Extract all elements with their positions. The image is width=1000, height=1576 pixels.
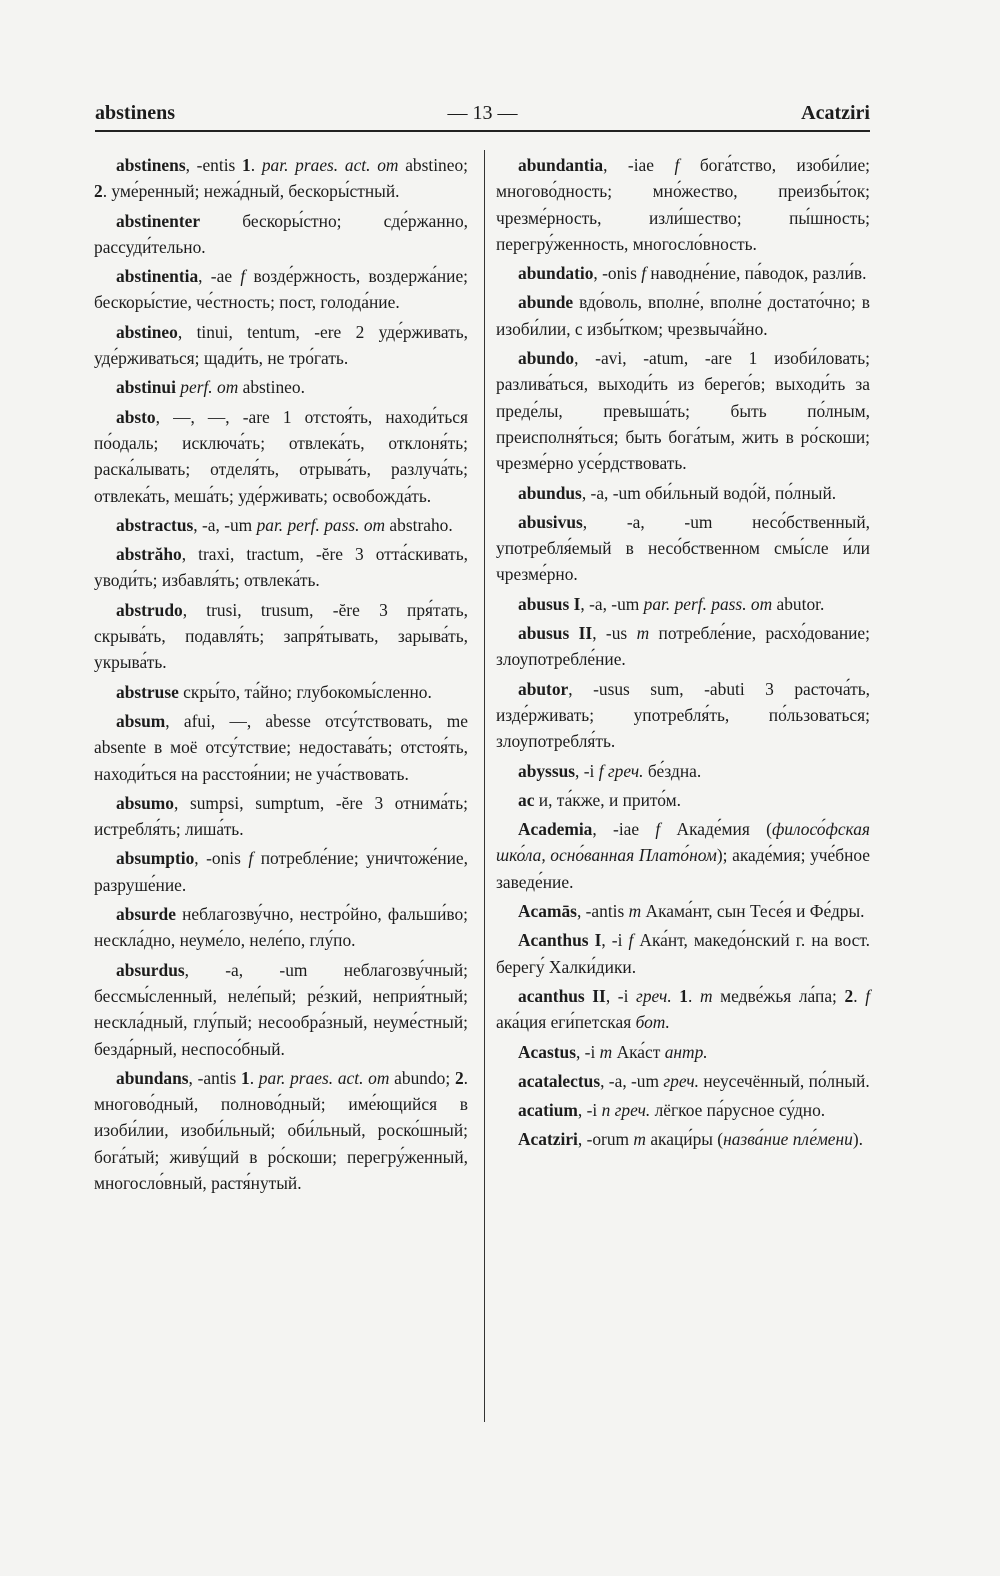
grammar-note: f: [865, 985, 871, 1006]
definition-text: скры́то, та́йно; глубокомы́сленно.: [178, 681, 432, 702]
column-divider: [484, 150, 485, 1422]
headword: ac: [518, 789, 535, 810]
grammar-note: f греч.: [598, 760, 644, 781]
grammar-note: m: [636, 623, 650, 644]
definition-text: . многово́дный, полново́дный; име́ющийся в изоби́лии, изоби́льный; оби́льный, роско́шный; бога́тый; живу́щий в ро́скоши; перегру́женный, многосло́вный, растя́нутый.: [94, 1067, 468, 1193]
definition-text: , -entis: [185, 155, 243, 175]
dictionary-entry: [496, 152, 870, 257]
grammar-note: f: [641, 263, 647, 284]
definition-text: , -i: [575, 1041, 600, 1062]
headword: abusus II: [518, 623, 593, 644]
dictionary-entry: [496, 480, 870, 506]
dictionary-entry: [94, 901, 468, 954]
definition-text: ); акаде́мия; уче́бное заведе́ние.: [496, 845, 871, 892]
grammar-note: f: [628, 930, 634, 951]
headword: abusivus: [518, 511, 583, 532]
definition-text: и, та́кже, и прито́м.: [534, 789, 682, 810]
dictionary-entry: [496, 591, 870, 617]
definition-text: , trusi, trusum, -ĕre 3 пря́тать, скрыва́ть, подавля́ть; запря́тывать, зарыва́ть, укрыва́ть.: [94, 599, 468, 673]
dictionary-entry: [496, 898, 870, 924]
definition-text: неусечённый, по́лный.: [699, 1070, 870, 1091]
headword: abstrăho: [116, 544, 182, 565]
dictionary-entry: [94, 374, 468, 400]
sense-number: 2: [844, 985, 854, 1006]
dictionary-entry: [496, 1126, 870, 1152]
dictionary-entry: [496, 787, 870, 813]
headword: abutor: [518, 678, 569, 699]
definition-text: abundo;: [389, 1067, 455, 1088]
dictionary-entry: [496, 758, 870, 784]
headword: abunde: [518, 292, 574, 313]
definition-text: Акаде́мия (: [660, 819, 772, 840]
grammar-note: антр.: [664, 1041, 708, 1062]
grammar-note: par. perf. pass. от: [256, 514, 386, 535]
headword: abundus: [518, 482, 582, 503]
definition-text: , -a, -um: [600, 1070, 664, 1091]
dictionary-entry: [496, 816, 870, 895]
definition-text: бе́здна.: [643, 760, 702, 781]
definition-text: , -iae: [592, 819, 656, 840]
definition-text: , traxi, tractum, -ĕre 3 отта́скивать, уводи́ть; избавля́ть; отвлека́ть.: [94, 544, 468, 591]
dictionary-entry: [496, 1068, 870, 1094]
dictionary-entry: [94, 597, 468, 676]
grammar-note: m: [599, 1041, 613, 1062]
headword: Acamās: [518, 901, 577, 922]
dictionary-entry: [496, 927, 870, 980]
definition-text: Акама́нт, сын Тесе́я и Фе́дры.: [641, 901, 865, 922]
definition-text: бога́тство, изоби́лие; многово́дность; мно́жество, преизбы́ток; чрезме́рность, изли́шество; пы́шность; перегру́женность, многосло́вность.: [496, 155, 870, 254]
grammar-note: perf. от: [180, 377, 239, 398]
dictionary-entry: [496, 289, 870, 342]
sense-number: 2: [454, 1067, 464, 1088]
grammar-note: греч.: [636, 985, 672, 1006]
definition-text: ака́ция еги́петская: [496, 1012, 636, 1033]
header-first-word: abstinens: [95, 102, 176, 124]
headword: abstineo: [116, 321, 178, 342]
headword: acanthus II: [518, 985, 606, 1006]
headword: abstruse: [116, 681, 179, 702]
left-column: [94, 152, 468, 1199]
dictionary-entry: [496, 260, 870, 286]
grammar-note: бот.: [635, 1012, 670, 1033]
definition-text: , -a, -um: [580, 593, 644, 614]
right-column: [496, 152, 870, 1156]
dictionary-entry: [94, 1065, 468, 1196]
grammar-note: f: [240, 266, 246, 287]
definition-text: Ака́ст: [612, 1041, 665, 1062]
headword: absumo: [116, 792, 174, 813]
headword: absumptio: [116, 848, 195, 869]
dictionary-entry: [496, 676, 870, 755]
definition-text: abstineo.: [238, 377, 305, 398]
grammar-note: греч.: [663, 1070, 699, 1091]
definition-text: , -orum: [577, 1129, 634, 1150]
definition-text: , -i: [601, 930, 629, 951]
dictionary-entry: [94, 263, 468, 316]
definition-text: .: [249, 1067, 259, 1088]
running-header: [95, 102, 870, 132]
definition-text: , -avi, -atum, -are 1 изоби́ловать; разлива́ться, выходи́ть из берего́в; выходи́ть за преде́лы, превыша́ть; быть по́лным, преисполня́ться; быть бога́тым, жить в ро́скоши; чрезме́рно усе́рдствовать.: [496, 348, 870, 474]
definition-text: потребле́ние; уничтоже́ние, разруше́ние.: [94, 848, 469, 895]
headword: abstrudo: [116, 599, 183, 620]
definition-text: , -a, -um несо́бственный, употребля́емый в несо́бственном смы́сле и́ли чрезме́рно.: [496, 511, 870, 585]
definition-text: неблагозву́чно, нестро́йно, фальши́во; нескла́дно, неуме́ло, неле́по, глу́по.: [94, 904, 469, 951]
definition-text: , tinui, tentum, -ere 2 уде́рживать, уде́рживаться; щади́ть, не тро́гать.: [94, 321, 468, 369]
dictionary-entry: [94, 708, 468, 787]
definition-text: , -i: [577, 1100, 602, 1121]
headword: abstinens: [116, 155, 186, 175]
grammar-note: f: [655, 819, 661, 840]
definition-text: , -onis: [194, 848, 249, 869]
grammar-note: назва́ние пле́мени: [723, 1129, 853, 1150]
definition-text: , -antis: [576, 901, 629, 922]
grammar-note: par. perf. pass. от: [643, 593, 773, 614]
headword: absurde: [116, 904, 176, 925]
headword: abyssus: [518, 760, 576, 781]
definition-text: , -a, -um: [193, 514, 257, 535]
headword: Academia: [518, 819, 593, 840]
definition-text: , -a, -um оби́льный водо́й, по́лный.: [581, 482, 837, 503]
definition-text: потребле́ние, расхо́дование; злоупотребле́ние.: [496, 623, 870, 670]
sense-number: 1: [241, 1067, 250, 1088]
definition-text: , -antis: [188, 1067, 241, 1088]
dictionary-entry: [496, 1097, 870, 1123]
headword: Acastus: [518, 1041, 576, 1062]
definition-text: медве́жья ла́па;: [712, 985, 845, 1006]
headword: abstinenter: [116, 210, 201, 231]
header-last-word: Acatziri: [801, 102, 870, 124]
definition-text: .: [853, 985, 866, 1006]
definition-text: .: [250, 155, 262, 175]
grammar-note: m: [699, 985, 713, 1006]
headword: acatalectus: [518, 1070, 601, 1091]
definition-text: , -iae: [603, 155, 675, 175]
dictionary-entry: [496, 345, 870, 476]
dictionary-entry: [94, 845, 468, 898]
definition-text: . уме́ренный; нежа́дный, бескоры́стный.: [102, 181, 400, 202]
headword: abundo: [518, 348, 575, 369]
definition-text: лёгкое па́русное су́дно.: [650, 1100, 826, 1121]
definition-text: ).: [852, 1129, 863, 1150]
definition-text: бескоры́стно; сде́ржанно, рассуди́тельно.: [94, 210, 468, 257]
definition-text: акаци́ры (: [645, 1129, 724, 1150]
definition-text: abstraho.: [385, 514, 453, 535]
sense-number: 2: [94, 181, 103, 202]
dictionary-entry: [94, 679, 468, 705]
headword: abundantia: [518, 155, 604, 175]
definition-text: , sumpsi, sumptum, -ĕre 3 отнима́ть; истребля́ть; лиша́ть.: [94, 792, 468, 840]
definition-text: , -usus sum, -abuti 3 расточа́ть, изде́рживать; употребля́ть, по́льзоваться; злоупотребля́ть.: [496, 678, 870, 752]
definition-text: Ака́нт, македо́нский г. на вост. берегу́ Халки́дики.: [496, 930, 870, 977]
dictionary-entry: [94, 152, 468, 205]
headword: absto: [116, 406, 156, 427]
definition-text: abstineo;: [398, 155, 468, 175]
sense-number: 1: [242, 155, 251, 175]
sense-number: 1: [679, 985, 688, 1006]
grammar-note: m: [628, 901, 642, 922]
dictionary-entry: [496, 983, 870, 1036]
headword: Acanthus I: [518, 930, 602, 951]
grammar-note: par. praes. act. от: [261, 155, 399, 175]
headword: Acatziri: [518, 1129, 578, 1150]
headword: absum: [116, 710, 166, 731]
definition-text: возде́ржность, воздержа́ние; бескоры́стие, че́стность; пост, голода́ние.: [94, 266, 468, 313]
dictionary-entry: [496, 620, 870, 673]
definition-text: , -ae: [198, 266, 241, 287]
headword: acatium: [518, 1100, 578, 1121]
grammar-note: f: [674, 155, 680, 175]
dictionary-entry: [496, 509, 870, 588]
definition-text: вдо́воль, вполне́, вполне́ достато́чно; в изоби́лии, с избы́тком; чрезвыча́йно.: [496, 292, 870, 339]
definition-text: , -i: [575, 760, 599, 781]
headword: abstinui: [116, 377, 176, 398]
grammar-note: par. praes. act. от: [258, 1067, 390, 1088]
definition-text: , afui, —, abesse отсу́тствовать, me absente в моё отсу́тствие; недостава́ть; отстоя́ть, находи́ться на расстоя́нии; не уча́ствовать.: [94, 710, 468, 784]
definition-text: .: [688, 985, 700, 1006]
headword: abusus I: [518, 593, 581, 614]
definition-text: , -onis: [593, 263, 642, 284]
dictionary-entry: [496, 1039, 870, 1065]
headword: abstinentia: [116, 266, 199, 287]
grammar-note: n греч.: [601, 1100, 651, 1121]
headword: absurdus: [116, 959, 185, 980]
dictionary-entry: [94, 790, 468, 843]
definition-text: , -a, -um неблагозву́чный; бессмы́сленный, неле́пый; ре́зкий, неприя́тный; нескла́дный, глу́пый; несообра́зный, неуме́стный; безда́рный, неспосо́бный.: [94, 959, 468, 1059]
dictionary-entry: [94, 957, 468, 1062]
definition-text: , —, —, -are 1 отстоя́ть, находи́ться по́одаль; исключа́ть; отвлека́ть, отклоня́ть; раска́лывать; отделя́ть, отрыва́ть, разлуча́ть; отвлека́ть, меша́ть; уде́рживать; освобожда́ть.: [94, 406, 468, 506]
grammar-note: f: [248, 848, 254, 869]
grammar-note: филосо́фская шко́ла, осно́ванная Плато́ном: [496, 819, 871, 866]
dictionary-entry: [94, 404, 468, 509]
dictionary-entry: [94, 541, 468, 594]
definition-text: abutor.: [772, 593, 825, 614]
grammar-note: m: [633, 1129, 646, 1150]
headword: abundans: [116, 1067, 189, 1088]
dictionary-entry: [94, 208, 468, 261]
definition-text: наводне́ние, па́водок, разли́в.: [646, 263, 867, 284]
definition-text: , -i: [605, 985, 637, 1006]
page-number: — 13 —: [447, 102, 518, 124]
dictionary-entry: [94, 319, 468, 372]
dictionary-entry: [94, 512, 468, 538]
headword: abstractus: [116, 514, 194, 535]
headword: abundatio: [518, 263, 594, 284]
definition-text: , -us: [592, 623, 637, 644]
